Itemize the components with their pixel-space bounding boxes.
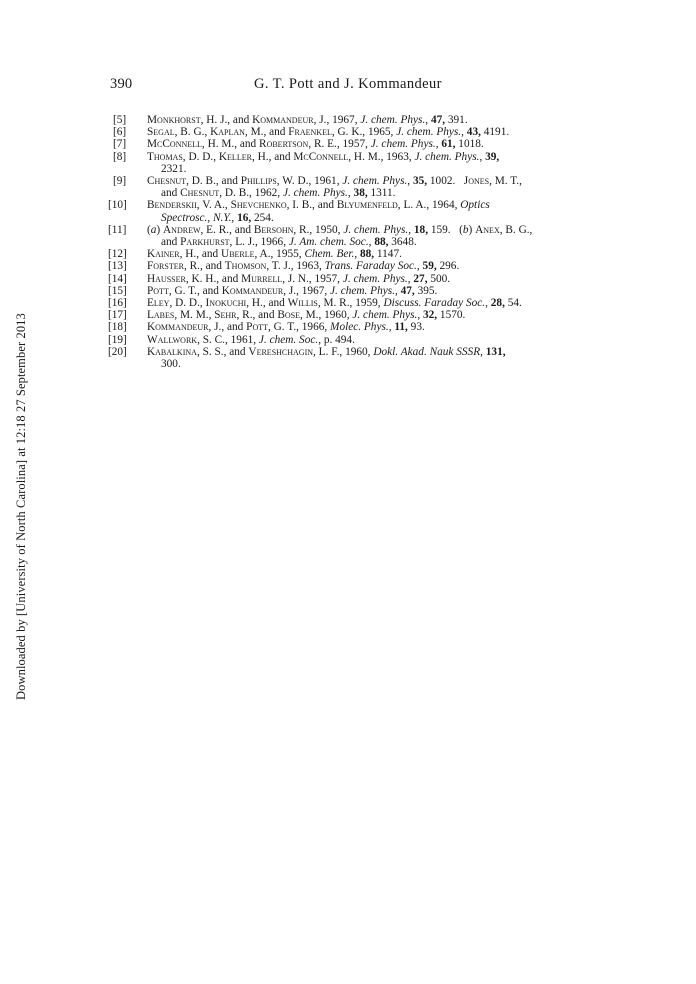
reference-text: 47, <box>400 284 415 297</box>
reference-text: Keller <box>218 150 252 163</box>
reference-text: Kainer <box>147 248 180 261</box>
reference-text: J. chem. Phys. <box>360 114 426 126</box>
reference-text: J. chem. Phys. <box>370 138 436 151</box>
reference-item <box>106 138 550 150</box>
reference-text: , <box>354 248 360 261</box>
reference-text: , R., 1950, <box>293 223 344 236</box>
reference-text: , V. A., <box>196 199 231 212</box>
reference-text: 395. <box>414 284 438 297</box>
reference-text: J. chem. Phys. <box>342 272 408 285</box>
reference-line <box>147 285 550 297</box>
reference-number: [5] <box>113 114 127 126</box>
reference-number: [17] <box>108 309 127 322</box>
reference-text: , G. K., 1965, <box>331 126 397 139</box>
reference-text: Eley <box>147 297 170 310</box>
reference-text: ) <box>468 223 476 236</box>
reference-line <box>147 151 550 163</box>
reference-text: 88, <box>359 248 375 261</box>
reference-number: [18] <box>108 321 127 334</box>
reference-text: 300. <box>161 358 181 371</box>
reference-text: 2321. <box>161 162 187 175</box>
reference-text: , M., and <box>244 126 289 139</box>
reference-text: ( <box>147 223 151 236</box>
reference-text: Fraenkel <box>288 126 332 139</box>
reference-text: , L. A., 1964, <box>397 199 461 212</box>
reference-item <box>106 346 550 370</box>
reference-text: Monkhorst <box>147 114 201 126</box>
reference-item <box>106 334 550 346</box>
reference-text: 1311. <box>367 187 396 200</box>
reference-text: J. chem. Phys. <box>343 223 409 236</box>
page-number: 390 <box>110 76 133 92</box>
reference-text: 43, <box>466 126 481 139</box>
download-watermark: Downloaded by [University of North Carolina] at 12:18 27 September 2013 <box>14 313 28 700</box>
reference-text: , H., and <box>179 248 222 261</box>
reference-text: , S. S., and <box>196 345 249 358</box>
reference-text: , M. T., <box>489 175 522 188</box>
reference-text: Vereshchagin <box>248 345 314 358</box>
reference-text: 39, <box>485 150 500 163</box>
reference-text: 296. <box>436 260 460 273</box>
reference-text: , G. T., 1966, <box>268 321 331 334</box>
reference-item <box>106 273 550 285</box>
reference-number: [12] <box>108 248 127 261</box>
reference-line <box>147 236 550 248</box>
reference-text: J. chem. Phys. <box>414 150 480 163</box>
reference-text: , A., 1955, <box>254 248 305 261</box>
reference-list <box>106 114 550 370</box>
reference-text: 28, <box>490 297 505 310</box>
reference-text: , S. C., 1961, <box>197 333 259 346</box>
reference-text: , M., 1960, <box>299 309 353 322</box>
reference-text: , <box>435 138 442 151</box>
reference-item <box>106 199 550 223</box>
reference-text: , W. D., 1961, <box>276 175 343 188</box>
reference-text: Sehr <box>214 309 237 322</box>
reference-item <box>106 309 550 321</box>
reference-item <box>106 321 550 333</box>
reference-text: , D. D., <box>169 297 206 310</box>
reference-text: J. chem. Phys. <box>396 126 462 139</box>
reference-text: 16, <box>237 211 252 224</box>
reference-text: , H. M., 1963, <box>348 150 415 163</box>
reference-text: Pott <box>147 284 169 297</box>
reference-text: Trans. Faraday Soc. <box>324 260 417 273</box>
reference-text: 391. <box>445 114 468 126</box>
reference-text: , G. T., and <box>168 284 222 297</box>
reference-line <box>147 260 550 272</box>
reference-text: , <box>231 211 238 224</box>
reference-text: Pott <box>246 321 268 334</box>
reference-text: 32, <box>422 309 438 322</box>
reference-number: [7] <box>113 138 127 151</box>
reference-item <box>106 285 550 297</box>
reference-item <box>106 224 550 248</box>
reference-text: Kommandeur <box>221 284 284 297</box>
reference-text: , <box>407 175 413 188</box>
reference-text: Inokuchi <box>205 297 247 310</box>
reference-text: , <box>416 260 423 273</box>
reference-text: 1147. <box>374 248 402 261</box>
reference-text: 1570. <box>437 309 466 322</box>
reference-text: and <box>161 187 181 200</box>
reference-text: Kaplan <box>210 126 245 139</box>
reference-text: Parkhurst <box>180 236 230 249</box>
reference-text: , <box>408 223 414 236</box>
reference-text: Molec. Phys. <box>330 321 389 334</box>
reference-text: Kommandeur <box>147 321 209 334</box>
reference-item <box>106 297 550 309</box>
reference-text: J. chem. Soc. <box>258 333 319 346</box>
reference-text: Anex <box>475 223 500 236</box>
reference-text: 38, <box>353 187 368 200</box>
reference-text: , H., and <box>246 297 288 310</box>
reference-number: [9] <box>113 175 127 188</box>
reference-text: J. chem. Phys. <box>352 309 418 322</box>
reference-text: 61, <box>441 138 456 151</box>
reference-text: , <box>479 150 486 163</box>
reference-text: , D. B., 1962, <box>219 187 283 200</box>
reference-text: 54. <box>504 297 522 310</box>
reference-text: J. chem. Phys. <box>282 187 348 200</box>
reference-text: , D. D., <box>182 150 219 163</box>
reference-text: McConnell <box>147 138 202 151</box>
reference-text: Jones <box>463 175 490 188</box>
reference-text: Blyumenfeld <box>336 199 398 212</box>
reference-number: [6] <box>113 126 127 139</box>
reference-text: , B. G., <box>499 223 533 236</box>
reference-text: , R., and <box>183 260 225 273</box>
reference-text: , <box>425 114 431 126</box>
reference-text: Robertson <box>259 138 309 151</box>
reference-line <box>147 309 550 321</box>
reference-text: , T. J., 1963, <box>266 260 325 273</box>
reference-text: J. Am. chem. Soc. <box>288 236 369 249</box>
reference-text: , M. R., 1959, <box>317 297 384 310</box>
reference-text: , K. H., and <box>185 272 242 285</box>
reference-line <box>147 187 550 199</box>
reference-number: [19] <box>108 333 127 346</box>
reference-line <box>147 138 550 150</box>
reference-text: 254. <box>251 211 274 224</box>
reference-text: , J., and <box>208 321 247 334</box>
reference-text: Spectrosc., N.Y. <box>161 211 232 224</box>
reference-number: [8] <box>113 150 127 163</box>
reference-text: Chesnut <box>147 175 187 188</box>
reference-text: 93. <box>407 321 425 334</box>
reference-text: , <box>461 126 467 139</box>
reference-text: Thomson <box>224 260 267 273</box>
reference-text: a <box>150 223 157 236</box>
reference-text: , L. J., 1966, <box>229 236 289 249</box>
reference-text: Hausser <box>147 272 186 285</box>
reference-text: Forster <box>147 260 184 273</box>
reference-text: , M. M., <box>174 309 215 322</box>
reference-text: Kabalkina <box>147 345 197 358</box>
reference-text: 35, <box>412 175 428 188</box>
reference-number: [16] <box>108 297 127 310</box>
reference-number: [10] <box>108 199 127 212</box>
reference-text: and <box>161 236 181 249</box>
reference-text: , H. J., and <box>200 114 253 126</box>
reference-text: , B. G., <box>174 126 211 139</box>
reference-text: McConnell <box>293 150 349 163</box>
reference-text: Bersohn <box>253 223 294 236</box>
reference-line <box>147 224 550 236</box>
reference-item <box>106 248 550 260</box>
reference-item <box>106 126 550 138</box>
reference-text: Chem. Ber. <box>304 248 355 261</box>
reference-text: , <box>417 309 423 322</box>
reference-text: , R. E., 1957, <box>308 138 371 151</box>
reference-text: Willis <box>287 297 318 310</box>
reference-text: Dokl. Akad. Nauk SSSR <box>373 345 481 358</box>
reference-text: , <box>485 297 491 310</box>
reference-text: , J. N., 1957, <box>282 272 343 285</box>
reference-number: [11] <box>108 223 127 236</box>
reference-line <box>147 175 550 187</box>
reference-text: , D. B., and <box>186 175 241 188</box>
page-header <box>110 76 545 98</box>
reference-line <box>147 126 550 138</box>
reference-item <box>106 175 550 199</box>
reference-text: 500. <box>427 272 451 285</box>
reference-text: , R., and <box>236 309 278 322</box>
reference-text: 4191. <box>480 126 510 139</box>
reference-text: 159. ( <box>428 223 463 236</box>
reference-item <box>106 114 550 126</box>
reference-text: Shevchenko <box>230 199 287 212</box>
reference-text: Labes <box>147 309 175 322</box>
reference-text: J. chem. Phys. <box>342 175 408 188</box>
reference-text: Discuss. Faraday Soc. <box>383 297 486 310</box>
reference-number: [13] <box>108 260 127 273</box>
reference-line <box>147 346 550 358</box>
reference-number: [15] <box>108 284 127 297</box>
reference-text: Wallwork <box>147 333 198 346</box>
reference-text: , <box>347 187 354 200</box>
reference-text: 1002. <box>427 175 464 188</box>
reference-text: 88, <box>374 236 389 249</box>
reference-text: 47, <box>430 114 446 126</box>
reference-text: Optics <box>460 199 490 212</box>
reference-text: 11, <box>394 321 408 334</box>
reference-text: b <box>462 223 469 236</box>
reference-number: [20] <box>108 345 127 358</box>
reference-text: , J., 1967, <box>313 114 361 126</box>
reference-line <box>147 358 550 370</box>
reference-text: , <box>388 321 395 334</box>
reference-item <box>106 151 550 175</box>
reference-text: , <box>480 345 486 358</box>
reference-text: J. chem. Phys. <box>330 284 395 297</box>
reference-text: Andrew <box>163 223 201 236</box>
reference-text: 59, <box>422 260 437 273</box>
reference-text: , J., 1967, <box>283 284 331 297</box>
reference-line <box>147 199 550 211</box>
reference-text: , <box>407 272 414 285</box>
reference-text: 1018. <box>455 138 484 151</box>
reference-line <box>147 273 550 285</box>
reference-line <box>147 163 550 175</box>
reference-number: [14] <box>108 272 127 285</box>
running-head: G. T. Pott and J. Kommandeur <box>254 76 442 92</box>
reference-text: 131, <box>485 345 506 358</box>
reference-text: , p. 494. <box>318 333 355 346</box>
reference-text: Chesnut <box>180 187 220 200</box>
reference-line <box>147 114 550 126</box>
reference-text: Bose <box>277 309 300 322</box>
reference-text: , I. B., and <box>286 199 337 212</box>
reference-line <box>147 321 550 333</box>
reference-text: Benderskii <box>147 199 197 212</box>
reference-line <box>147 212 550 224</box>
reference-text: 18, <box>413 223 429 236</box>
reference-text: Kommandeur <box>252 114 314 126</box>
reference-text: , <box>394 284 401 297</box>
reference-text: , <box>368 236 375 249</box>
reference-text: Segal <box>147 126 175 139</box>
reference-text: 27, <box>413 272 428 285</box>
reference-line <box>147 297 550 309</box>
reference-text: ) <box>156 223 164 236</box>
reference-line <box>147 248 550 260</box>
reference-text: , E. R., and <box>200 223 254 236</box>
reference-text: Murrell <box>241 272 283 285</box>
reference-text: , L. F., 1960, <box>313 345 374 358</box>
reference-text: Thomas <box>147 150 183 163</box>
reference-text: Uberle <box>221 248 255 261</box>
reference-line <box>147 334 550 346</box>
reference-text: Phillips <box>240 175 277 188</box>
reference-text: , H. M., and <box>201 138 260 151</box>
reference-text: 3648. <box>388 236 417 249</box>
reference-item <box>106 260 550 272</box>
reference-text: , H., and <box>251 150 294 163</box>
